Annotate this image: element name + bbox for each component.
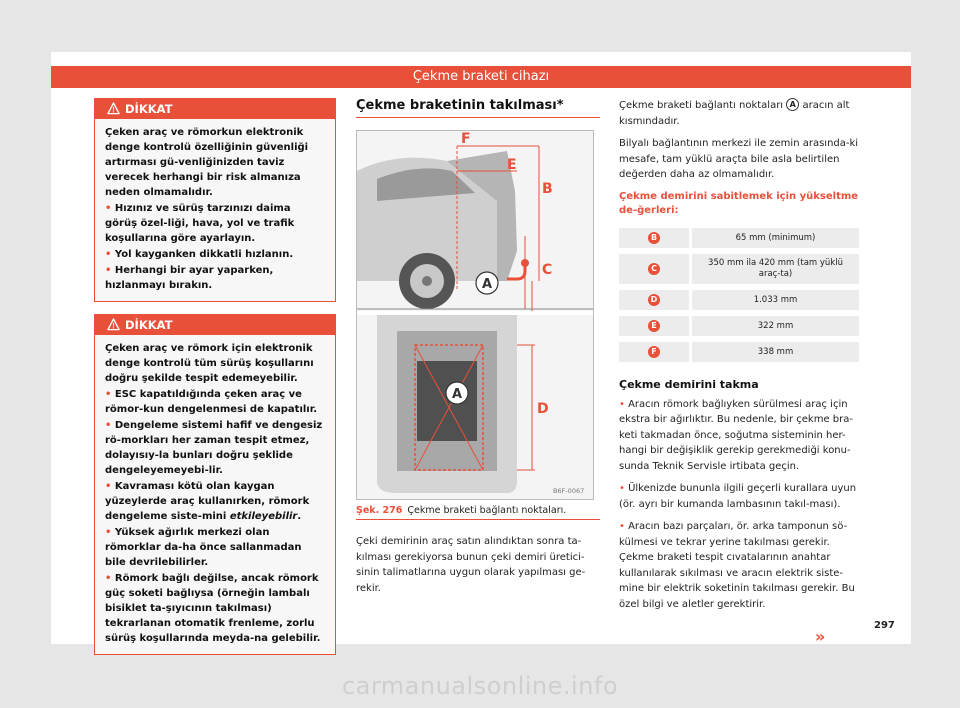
- warning-triangle-icon: [107, 102, 120, 115]
- install-note: Çeki demirinin araç satın alındıktan sonra ta-kılması gerekiyorsa bunun çeki demiri üretici-sinin talimatlarına uygun olarak yapılması ge-rekir.: [356, 536, 586, 594]
- bullet-icon: •: [105, 265, 115, 276]
- bullet-icon: •: [105, 389, 115, 400]
- warning-bullet: • Kavraması kötü olan kaygan yüzeylerde araç kullanırken, römork dengeleme siste-mini etkileyebilir.: [105, 481, 310, 522]
- warning-bullet: • Yol kayganken dikkatli hızlanın.: [105, 249, 294, 260]
- warning-box-1: [94, 98, 336, 302]
- figure-code: B6F-0067: [553, 487, 585, 495]
- right-text: [619, 98, 859, 183]
- spec-table: [619, 222, 859, 368]
- bullet-icon: •: [105, 573, 115, 584]
- marker-B: B: [542, 181, 553, 197]
- section-title: Çekme braketinin takılması*: [356, 98, 600, 118]
- warning-bullet: • Hızınız ve sürüş tarzınızı daima görüş özel-liği, hava, yol ve trafik koşullarına göre ayarlayın.: [105, 203, 295, 244]
- marker-A-inline: A: [786, 98, 799, 111]
- warning-body: [95, 335, 335, 654]
- bullet-icon: •: [105, 203, 115, 214]
- marker-D: D: [537, 401, 549, 417]
- left-column: [94, 98, 336, 667]
- table-row: F 338 mm: [619, 342, 859, 362]
- tow-bracket-figure: [356, 130, 594, 500]
- warning-bullet: • ESC kapatıldığında çeken araç ve römor-kun dengelenmesi de kapatılır.: [105, 389, 318, 415]
- bullet-icon: •: [619, 398, 629, 410]
- table-heading: Çekme demirini sabitlemek için yükseltme de-ğerleri:: [619, 190, 859, 216]
- warning-bullet: • Römork bağlı değilse, ancak römork güç soketi bağlıysa (örneğin lambalı bisiklet ta-şıyıcının takılması) tekrarlanan otomatik frenleme, zorlu sürüş koşullarında meyda-na gelebilir.: [105, 573, 321, 644]
- attachment-points-paragraph: Çekme braketi bağlantı noktaları A aracın alt kısmındadır.: [619, 100, 850, 127]
- figure-caption-text: Çekme braketi bağlantı noktaları.: [407, 505, 567, 516]
- warning-box-2: [94, 314, 336, 655]
- fitting-heading: Çekme demirini takma: [619, 377, 759, 391]
- warning-header: [95, 99, 335, 119]
- warning-body: [95, 119, 335, 301]
- middle-column: [356, 98, 600, 596]
- bullet-icon: •: [619, 483, 629, 494]
- table-row: D 1.033 mm: [619, 290, 859, 310]
- watermark: carmanualsonline.info: [341, 672, 619, 700]
- bullet-icon: •: [105, 527, 115, 538]
- marker-A: A: [482, 277, 493, 292]
- list-item: • Aracın bazı parçaları, ör. arka tamponun sö-külmesi ve tekrar yerine takılması gerekir. Çekme braketi tespit cıvatalarının anahtar kullanılarak sıkılması ve aracın elektrik siste-mine bir elektrik soketinin takılması gerekir. Bu özel bilgi ve aletler gerektirir.: [619, 521, 855, 610]
- marker-F: F: [461, 131, 471, 147]
- continue-arrow-icon: »: [815, 627, 826, 646]
- warning-bullet: • Yüksek ağırlık merkezi olan römorklar da-ha önce sallanmadan bile devrilebilirler.: [105, 527, 302, 568]
- list-item: • Aracın römork bağlıyken sürülmesi araç için ekstra bir ağırlıktır. Bu nedenle, bir çekme bra-keti takmadan önce, soğutma sisteminin her-hangi bir değişiklik gerekip gerekmediği konu-sunda Teknik Servisle irtibata geçin.: [619, 398, 853, 472]
- ball-height-paragraph: Bilyalı bağlantının merkezi ile zemin arasında-ki mesafe, tam yüklü araçta bile asla belirtilen değerden daha az olmamalıdır.: [619, 138, 859, 180]
- page-number: 297: [874, 620, 895, 631]
- warning-bullet: • Herhangi bir ayar yaparken, hızlanmayı bırakın.: [105, 265, 274, 291]
- table-row: B 65 mm (minimum): [619, 228, 859, 248]
- bullet-icon: •: [105, 420, 115, 431]
- bullet-icon: •: [619, 521, 629, 532]
- car-illustration: [357, 131, 593, 499]
- figure-caption: [356, 505, 600, 520]
- table-row: C 350 mm ila 420 mm (tam yüklü araç-ta): [619, 254, 859, 284]
- warning-bullet: • Dengeleme sistemi hafif ve dengesiz rö-morkları her zaman tespit etmez, dolayısıy-la bunları doğru şeklide dengeleyemeyebi-lir.: [105, 420, 323, 476]
- fitting-text: [619, 397, 859, 613]
- manual-page: [51, 52, 911, 644]
- warning-heading: DİKKAT: [125, 318, 173, 332]
- warning-text: Çeken araç ve römorkun elektronik denge kontrolü özelliğinin güvenliği artırması gü-venliğinizden taviz verecek herhangi bir risk almanıza neden olmamalıdır.: [105, 127, 309, 198]
- table-row: E 322 mm: [619, 316, 859, 336]
- figure-label: Şek. 276: [356, 505, 403, 516]
- warning-text: Çeken araç ve römork için elektronik denge kontrolü tüm sürüş koşullarını doğru şekilde tespit edemeyebilir.: [105, 343, 314, 384]
- marker-E: E: [507, 157, 517, 173]
- warning-header: [95, 315, 335, 335]
- right-column: [619, 98, 859, 619]
- bullet-icon: •: [105, 249, 115, 260]
- bullet-icon: •: [105, 481, 115, 492]
- warning-heading: DİKKAT: [125, 102, 173, 116]
- list-item: • Ülkenizde bununla ilgili geçerli kurallara uyun (ör. ayrı bir kumanda lambasının takıl-ması).: [619, 483, 857, 510]
- marker-C: C: [542, 262, 553, 278]
- warning-triangle-icon: [107, 318, 120, 331]
- marker-A: A: [452, 387, 463, 402]
- page-banner: Çekme braketi cihazı: [51, 66, 911, 88]
